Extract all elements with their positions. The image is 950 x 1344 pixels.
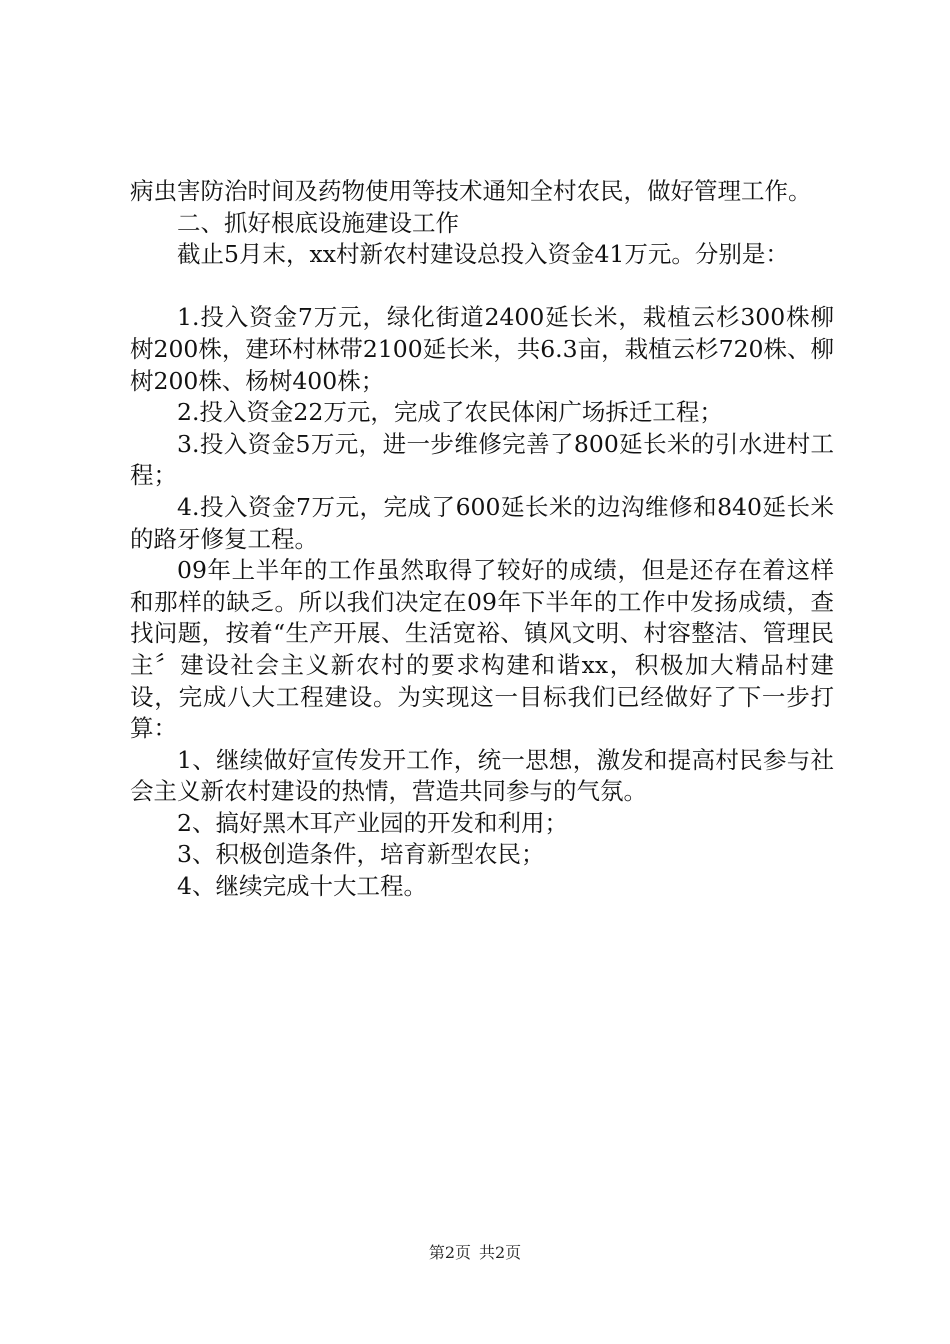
list-item: 2.投入资金22万元，完成了农民体闲广场拆迁工程； [177, 398, 723, 427]
blank-line [130, 271, 834, 303]
section-heading: 二、抓好根底设施建设工作 [177, 208, 459, 237]
page-number: 第2页 [428, 1243, 471, 1262]
list-item: 3.投入资金5万元，进一步维修完善了800延长米的引水进村工程； [130, 429, 834, 490]
list-item: 1、继续做好宣传发开工作，统一思想，激发和提高村民参与社会主义新农村建设的热情，营造共同参与的气氛。 [130, 745, 834, 806]
list-item: 4.投入资金7万元，完成了600延长米的边沟维修和840延长米的路牙修复工程。 [130, 492, 834, 553]
paragraph: 截止5月末，xx村新农村建设总投入资金41万元。分别是： [177, 240, 789, 269]
list-item: 4、继续完成十大工程。 [177, 872, 427, 901]
paragraph: 09年上半年的工作虽然取得了较好的成绩，但是还存在着这样和那样的缺乏。所以我们决定在09年下半年的工作中发扬成绩，查找问题，按着“生产开展、生活宽裕、镇风文明、村容整洁、管理民主〞建设社会主义新农村的要求构建和谐xx，积极加大精品村建设，完成八大工程建设。为实现这一目标我们已经做好了下一步打算： [130, 556, 834, 743]
list-item: 1.投入资金7万元，绿化街道2400延长米，栽植云杉300株柳树200株，建环村林带2100延长米，共6.3亩，栽植云杉720株、柳树200株、杨树400株； [130, 303, 834, 395]
list-item: 3、积极创造条件，培育新型农民； [177, 840, 545, 869]
document-body [130, 176, 834, 903]
paragraph: 病虫害防治时间及药物使用等技术通知全村农民，做好管理工作。 [130, 177, 812, 205]
page-footer [0, 1243, 950, 1263]
page-total: 共2页 [479, 1243, 522, 1262]
list-item: 2、搞好黑木耳产业园的开发和利用； [177, 808, 568, 837]
